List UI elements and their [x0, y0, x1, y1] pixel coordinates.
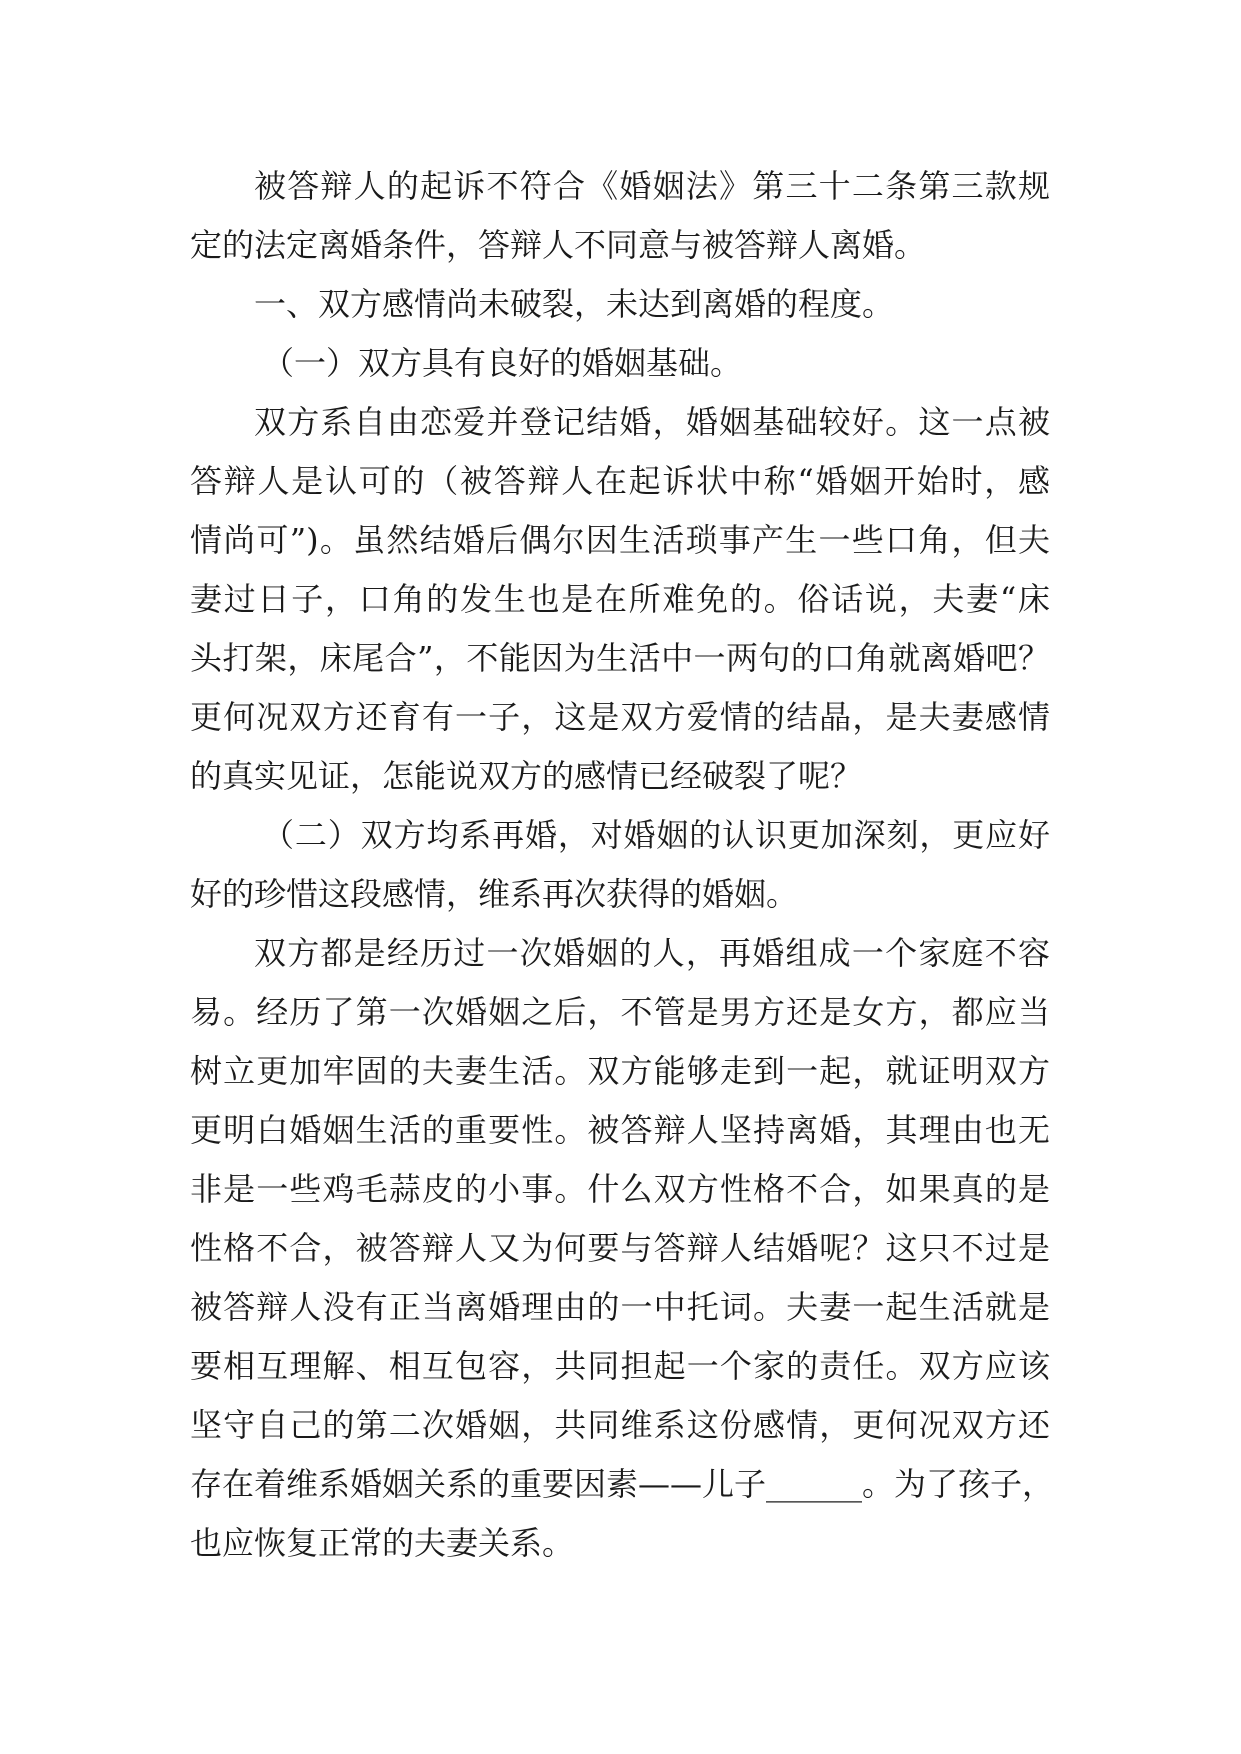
- paragraph-4-line-6: 更何况双方还育有一子，这是双方爱情的结晶，是夫妻感情: [190, 698, 1050, 736]
- paragraph-4-line-5: 头打架，床尾合”，不能因为生活中一两句的口角就离婚吧？: [190, 639, 1050, 677]
- section-heading-1: 一、双方感情尚未破裂，未达到离婚的程度。: [254, 285, 895, 323]
- paragraph-6-line-9: 坚守自己的第二次婚姻，共同维系这份感情，更何况双方还: [190, 1406, 1050, 1444]
- paragraph-6-line-10: 存在着维系婚姻关系的重要因素——儿子______。为了孩子，: [190, 1465, 1055, 1503]
- paragraph-6-line-6: 性格不合，被答辩人又为何要与答辩人结婚呢？这只不过是: [190, 1229, 1050, 1267]
- paragraph-6-line-7: 被答辩人没有正当离婚理由的一中托词。夫妻一起生活就是: [190, 1288, 1050, 1326]
- subsection-heading-2-line-2: 好的珍惜这段感情，维系再次获得的婚姻。: [190, 875, 799, 913]
- paragraph-6-line-2: 易。经历了第一次婚姻之后，不管是男方还是女方，都应当: [190, 993, 1050, 1031]
- document-body: [190, 157, 1055, 1573]
- paragraph-1-line-2: 定的法定离婚条件，答辩人不同意与被答辩人离婚。: [190, 226, 927, 264]
- paragraph-4-line-3: 情尚可”)。虽然结婚后偶尔因生活琐事产生一些口角，但夫: [190, 521, 1050, 559]
- subsection-heading-1: （一）双方具有良好的婚姻基础。: [262, 344, 743, 382]
- paragraph-4-line-4: 妻过日子，口角的发生也是在所难免的。俗话说，夫妻“床: [190, 580, 1050, 618]
- paragraph-6-line-8: 要相互理解、相互包容，共同担起一个家的责任。双方应该: [190, 1347, 1050, 1385]
- paragraph-6-line-3: 树立更加牢固的夫妻生活。双方能够走到一起，就证明双方: [190, 1052, 1050, 1090]
- paragraph-6-line-4: 更明白婚姻生活的重要性。被答辩人坚持离婚，其理由也无: [190, 1111, 1050, 1149]
- paragraph-6-line-1: 双方都是经历过一次婚姻的人，再婚组成一个家庭不容: [254, 934, 1050, 972]
- paragraph-4-line-2: 答辩人是认可的（被答辩人在起诉状中称“婚姻开始时，感: [190, 462, 1050, 500]
- paragraph-4-line-7: 的真实见证，怎能说双方的感情已经破裂了呢？: [190, 757, 863, 795]
- paragraph-6-line-11: 也应恢复正常的夫妻关系。: [190, 1524, 575, 1562]
- paragraph-4-line-1: 双方系自由恋爱并登记结婚，婚姻基础较好。这一点被: [254, 403, 1050, 441]
- subsection-heading-2-line-1: （二）双方均系再婚，对婚姻的认识更加深刻，更应好: [262, 816, 1050, 854]
- paragraph-1-line-1: 被答辩人的起诉不符合《婚姻法》第三十二条第三款规: [254, 167, 1050, 205]
- paragraph-6-line-5: 非是一些鸡毛蒜皮的小事。什么双方性格不合，如果真的是: [190, 1170, 1050, 1208]
